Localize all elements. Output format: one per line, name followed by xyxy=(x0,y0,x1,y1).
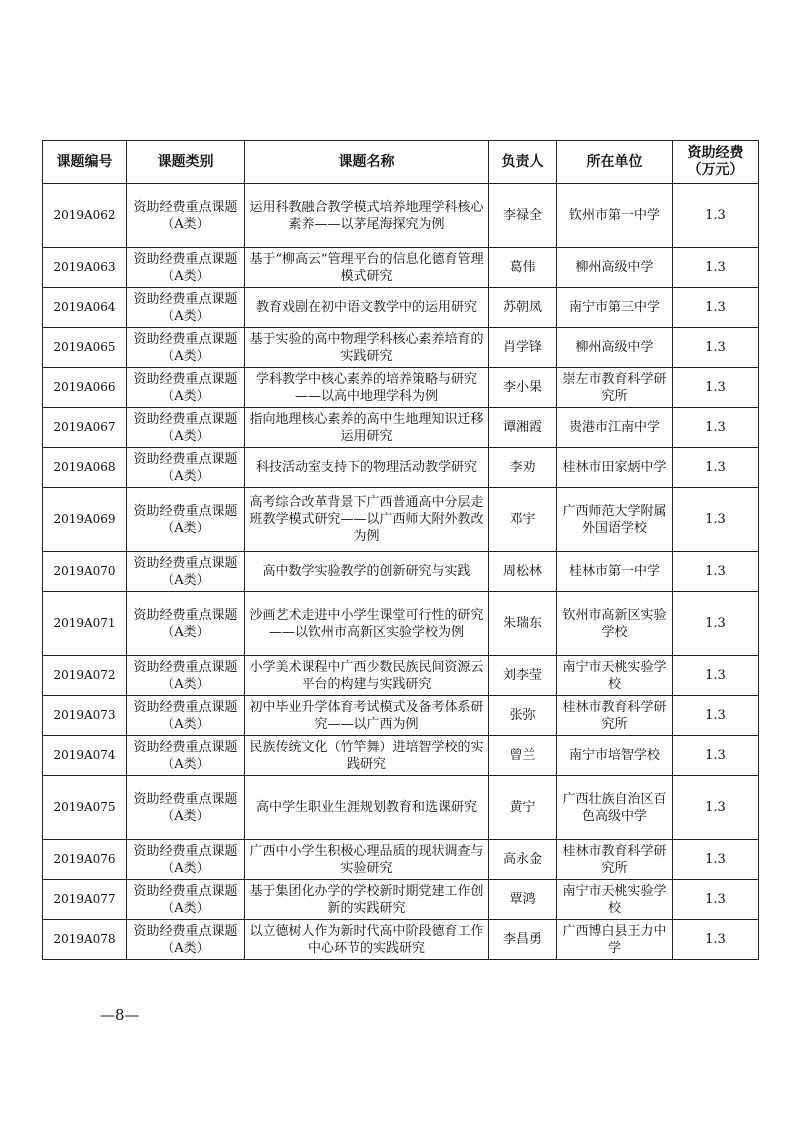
cell-unit: 南宁市天桃实验学校 xyxy=(557,656,673,696)
cell-category: 资助经费重点课题（A类） xyxy=(127,288,245,328)
header-leader: 负责人 xyxy=(489,141,557,184)
cell-code: 2019A075 xyxy=(43,776,127,840)
cell-category: 资助经费重点课题（A类） xyxy=(127,488,245,552)
cell-unit: 广西师范大学附属外国语学校 xyxy=(557,488,673,552)
cell-name: 指向地理核心素养的高中生地理知识迁移运用研究 xyxy=(245,408,489,448)
cell-category: 资助经费重点课题（A类） xyxy=(127,592,245,656)
cell-code: 2019A070 xyxy=(43,552,127,592)
table-row xyxy=(43,656,759,696)
cell-funding: 1.3 xyxy=(673,184,759,248)
header-name: 课题名称 xyxy=(245,141,489,184)
cell-name: 高考综合改革背景下广西普通高中分层走班教学模式研究——以广西师大附外教改为例 xyxy=(245,488,489,552)
cell-unit: 贵港市江南中学 xyxy=(557,408,673,448)
table-row xyxy=(43,328,759,368)
cell-unit: 崇左市教育科学研究所 xyxy=(557,368,673,408)
cell-leader: 肖学锋 xyxy=(489,328,557,368)
header-category: 课题类别 xyxy=(127,141,245,184)
table-row xyxy=(43,184,759,248)
cell-code: 2019A063 xyxy=(43,248,127,288)
cell-name: 学科教学中核心素养的培养策略与研究——以高中地理学科为例 xyxy=(245,368,489,408)
cell-leader: 高永金 xyxy=(489,840,557,880)
header-code: 课题编号 xyxy=(43,141,127,184)
cell-funding: 1.3 xyxy=(673,736,759,776)
cell-category: 资助经费重点课题（A类） xyxy=(127,328,245,368)
cell-unit: 钦州市高新区实验学校 xyxy=(557,592,673,656)
table-row xyxy=(43,592,759,656)
table-row xyxy=(43,488,759,552)
table-row xyxy=(43,552,759,592)
cell-unit: 桂林市田家炳中学 xyxy=(557,448,673,488)
cell-leader: 邓宇 xyxy=(489,488,557,552)
cell-code: 2019A077 xyxy=(43,880,127,920)
cell-funding: 1.3 xyxy=(673,288,759,328)
cell-name: 广西中小学生积极心理品质的现状调查与实验研究 xyxy=(245,840,489,880)
cell-unit: 广西壮族自治区百色高级中学 xyxy=(557,776,673,840)
cell-leader: 李小果 xyxy=(489,368,557,408)
cell-name: 高中学生职业生涯规划教育和选课研究 xyxy=(245,776,489,840)
cell-funding: 1.3 xyxy=(673,448,759,488)
cell-funding: 1.3 xyxy=(673,592,759,656)
cell-unit: 南宁市天桃实验学校 xyxy=(557,880,673,920)
cell-code: 2019A074 xyxy=(43,736,127,776)
cell-name: 运用科教融合教学模式培养地理学科核心素养——以茅尾海探究为例 xyxy=(245,184,489,248)
cell-category: 资助经费重点课题（A类） xyxy=(127,696,245,736)
cell-code: 2019A071 xyxy=(43,592,127,656)
cell-unit: 桂林市教育科学研究所 xyxy=(557,696,673,736)
cell-leader: 朱瑞东 xyxy=(489,592,557,656)
page-number: —8— xyxy=(100,1006,140,1024)
cell-category: 资助经费重点课题（A类） xyxy=(127,368,245,408)
cell-category: 资助经费重点课题（A类） xyxy=(127,184,245,248)
table-row xyxy=(43,448,759,488)
cell-leader: 黄宁 xyxy=(489,776,557,840)
table-row xyxy=(43,368,759,408)
cell-funding: 1.3 xyxy=(673,840,759,880)
cell-funding: 1.3 xyxy=(673,920,759,960)
cell-unit: 柳州高级中学 xyxy=(557,328,673,368)
cell-name: 民族传统文化（竹竿舞）进培智学校的实践研究 xyxy=(245,736,489,776)
cell-name: 基于集团化办学的学校新时期党建工作创新的实践研究 xyxy=(245,880,489,920)
cell-leader: 葛伟 xyxy=(489,248,557,288)
cell-name: 科技活动室支持下的物理活动教学研究 xyxy=(245,448,489,488)
table-row xyxy=(43,408,759,448)
cell-leader: 苏朝凤 xyxy=(489,288,557,328)
cell-funding: 1.3 xyxy=(673,368,759,408)
cell-unit: 柳州高级中学 xyxy=(557,248,673,288)
cell-unit: 南宁市培智学校 xyxy=(557,736,673,776)
cell-funding: 1.3 xyxy=(673,408,759,448)
cell-code: 2019A076 xyxy=(43,840,127,880)
table-row xyxy=(43,696,759,736)
cell-leader: 刘李莹 xyxy=(489,656,557,696)
cell-category: 资助经费重点课题（A类） xyxy=(127,736,245,776)
cell-code: 2019A064 xyxy=(43,288,127,328)
cell-name: 初中毕业升学体育考试模式及备考体系研究——以广西为例 xyxy=(245,696,489,736)
header-unit: 所在单位 xyxy=(557,141,673,184)
cell-code: 2019A062 xyxy=(43,184,127,248)
cell-funding: 1.3 xyxy=(673,328,759,368)
table-header-row xyxy=(43,141,759,184)
cell-funding: 1.3 xyxy=(673,880,759,920)
cell-funding: 1.3 xyxy=(673,488,759,552)
cell-code: 2019A069 xyxy=(43,488,127,552)
cell-leader: 周松林 xyxy=(489,552,557,592)
cell-leader: 张弥 xyxy=(489,696,557,736)
cell-leader: 李昌勇 xyxy=(489,920,557,960)
cell-name: 基于实验的高中物理学科核心素养培育的实践研究 xyxy=(245,328,489,368)
cell-unit: 南宁市第三中学 xyxy=(557,288,673,328)
cell-category: 资助经费重点课题（A类） xyxy=(127,552,245,592)
cell-name: 基于“柳高云”管理平台的信息化德育管理模式研究 xyxy=(245,248,489,288)
cell-code: 2019A068 xyxy=(43,448,127,488)
cell-code: 2019A065 xyxy=(43,328,127,368)
table-row xyxy=(43,736,759,776)
cell-unit: 桂林市教育科学研究所 xyxy=(557,840,673,880)
cell-name: 沙画艺术走进中小学生课堂可行性的研究——以钦州市高新区实验学校为例 xyxy=(245,592,489,656)
cell-name: 教育戏剧在初中语文教学中的运用研究 xyxy=(245,288,489,328)
cell-funding: 1.3 xyxy=(673,776,759,840)
table-row xyxy=(43,776,759,840)
cell-category: 资助经费重点课题（A类） xyxy=(127,656,245,696)
table-row xyxy=(43,880,759,920)
cell-code: 2019A066 xyxy=(43,368,127,408)
table-row xyxy=(43,288,759,328)
cell-code: 2019A067 xyxy=(43,408,127,448)
cell-category: 资助经费重点课题（A类） xyxy=(127,776,245,840)
cell-funding: 1.3 xyxy=(673,248,759,288)
cell-category: 资助经费重点课题（A类） xyxy=(127,880,245,920)
cell-name: 高中数学实验教学的创新研究与实践 xyxy=(245,552,489,592)
cell-leader: 谭湘霞 xyxy=(489,408,557,448)
cell-category: 资助经费重点课题（A类） xyxy=(127,448,245,488)
cell-code: 2019A073 xyxy=(43,696,127,736)
cell-code: 2019A078 xyxy=(43,920,127,960)
cell-category: 资助经费重点课题（A类） xyxy=(127,840,245,880)
cell-funding: 1.3 xyxy=(673,552,759,592)
cell-unit: 广西博白县王力中学 xyxy=(557,920,673,960)
cell-unit: 钦州市第一中学 xyxy=(557,184,673,248)
table-row xyxy=(43,248,759,288)
cell-category: 资助经费重点课题（A类） xyxy=(127,248,245,288)
header-funding: 资助经费（万元） xyxy=(673,141,759,184)
cell-leader: 曾兰 xyxy=(489,736,557,776)
cell-name: 以立德树人作为新时代高中阶段德育工作中心环节的实践研究 xyxy=(245,920,489,960)
cell-name: 小学美术课程中广西少数民族民间资源云平台的构建与实践研究 xyxy=(245,656,489,696)
cell-leader: 李劝 xyxy=(489,448,557,488)
projects-table xyxy=(42,140,759,960)
cell-funding: 1.3 xyxy=(673,656,759,696)
cell-funding: 1.3 xyxy=(673,696,759,736)
table-row xyxy=(43,840,759,880)
cell-code: 2019A072 xyxy=(43,656,127,696)
cell-unit: 桂林市第一中学 xyxy=(557,552,673,592)
cell-category: 资助经费重点课题（A类） xyxy=(127,408,245,448)
cell-category: 资助经费重点课题（A类） xyxy=(127,920,245,960)
table-row xyxy=(43,920,759,960)
cell-leader: 覃鸿 xyxy=(489,880,557,920)
cell-leader: 李禄全 xyxy=(489,184,557,248)
